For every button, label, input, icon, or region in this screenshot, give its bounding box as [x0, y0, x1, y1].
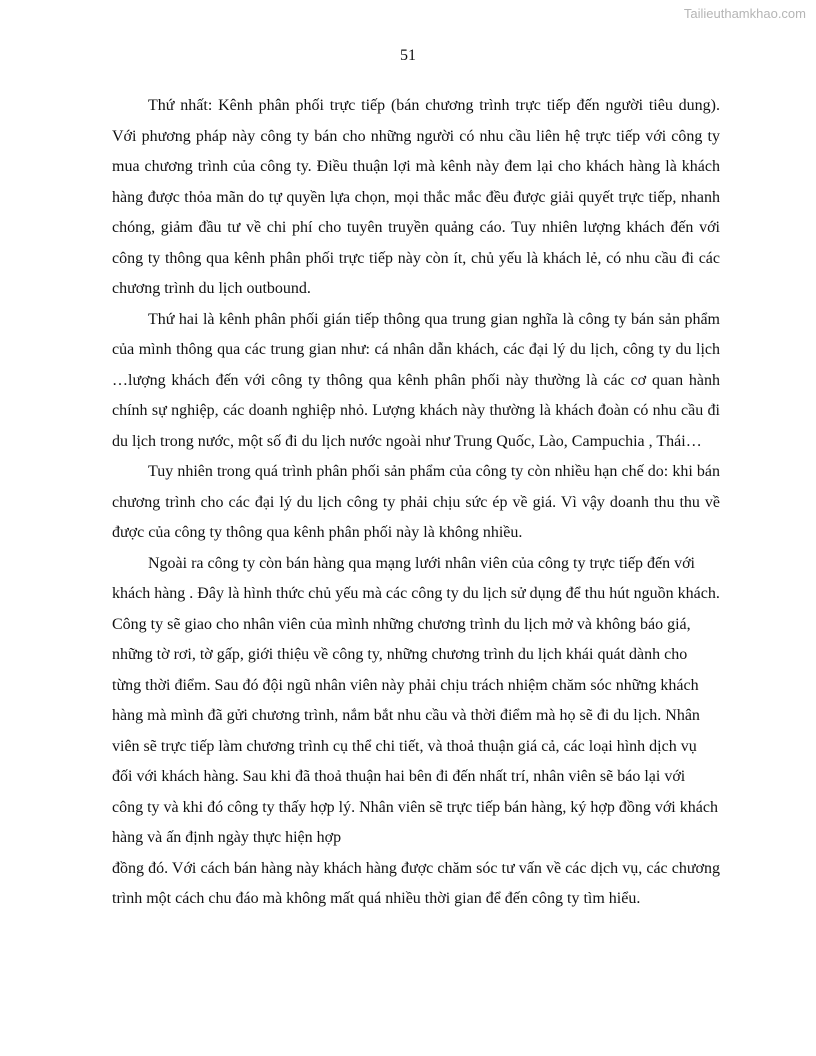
page-number: 51: [400, 47, 416, 64]
paragraph-indirect-channel: Thứ hai là kênh phân phối gián tiếp thông qua trung gian nghĩa là công ty bán sản phẩm của mình thông qua các trung gian như: cá nhân dẫn khách, các đại lý du lịch, công ty du lịch …lượng khách đến với công ty thông qua kênh phân phối này thường là các cơ quan hành chính sự nghiệp, các doanh nghiệp nhỏ. Lượng khách này thường là khách đoàn có nhu cầu đi du lịch trong nước, một số đi du lịch nước ngoài như Trung Quốc, Lào, Campuchia , Thái…: [112, 310, 720, 450]
paragraph-direct-channel: Thứ nhất: Kênh phân phối trực tiếp (bán chương trình trực tiếp đến người tiêu dung). Với phương pháp này công ty bán cho những người có nhu cầu liên hệ trực tiếp với công ty mua chương trình của công ty. Điều thuận lợi mà kênh này đem lại cho khách hàng là khách hàng được thỏa mãn do tự quyền lựa chọn, mọi thắc mắc đều được giải quyết trực tiếp, nhanh chóng, giảm đầu tư về chi phí cho tuyên truyền quảng cáo. Tuy nhiên lượng khách đến với công ty thông qua kênh phân phối trực tiếp này còn ít, chủ yếu là khách lẻ, có nhu cầu đi các chương trình du lịch outbound.: [112, 97, 720, 297]
paragraph-staff-sales: Ngoài ra công ty còn bán hàng qua mạng lưới nhân viên của công ty trực tiếp đến với khách hàng . Đây là hình thức chủ yếu mà các công ty du lịch sử dụng để thu hút nguồn khách. Công ty sẽ giao cho nhân viên của mình những chương trình du lịch mở và không báo giá, những tờ rơi, tờ gấp, giới thiệu về công ty, những chương trình du lịch khái quát dành cho từng thời điểm. Sau đó đội ngũ nhân viên này phải chịu trách nhiệm chăm sóc những khách hàng mà mình đã gửi chương trình, nắm bắt nhu cầu và thời điểm mà họ sẽ đi du lịch. Nhân viên sẽ trực tiếp làm chương trình cụ thể chi tiết, và thoả thuận giá cả, các loại hình dịch vụ đối với khách hàng. Sau khi đã thoả thuận hai bên đi đến nhất trí, nhân viên sẽ báo lại với công ty và khi đó công ty thấy hợp lý. Nhân viên sẽ trực tiếp bán hàng, ký hợp đồng với khách hàng và ấn định ngày thực hiện hợp: [112, 554, 720, 846]
watermark-text: Tailieuthamkhao.com: [683, 6, 806, 21]
paragraph-distribution-limits: Tuy nhiên trong quá trình phân phối sản phẩm của công ty còn nhiều hạn chế do: khi bán chương trình cho các đại lý du lịch công ty phải chịu sức ép về giá. Vì vậy doanh thu thu về được của công ty thông qua kênh phân phối này là không nhiều.: [112, 463, 720, 541]
document-body: [112, 91, 720, 915]
paragraph-staff-sales-continued: đồng đó. Với cách bán hàng này khách hàng được chăm sóc tư vấn về các dịch vụ, các chương trình một cách chu đáo mà không mất quá nhiều thời gian để đến công ty tìm hiểu.: [112, 859, 720, 907]
